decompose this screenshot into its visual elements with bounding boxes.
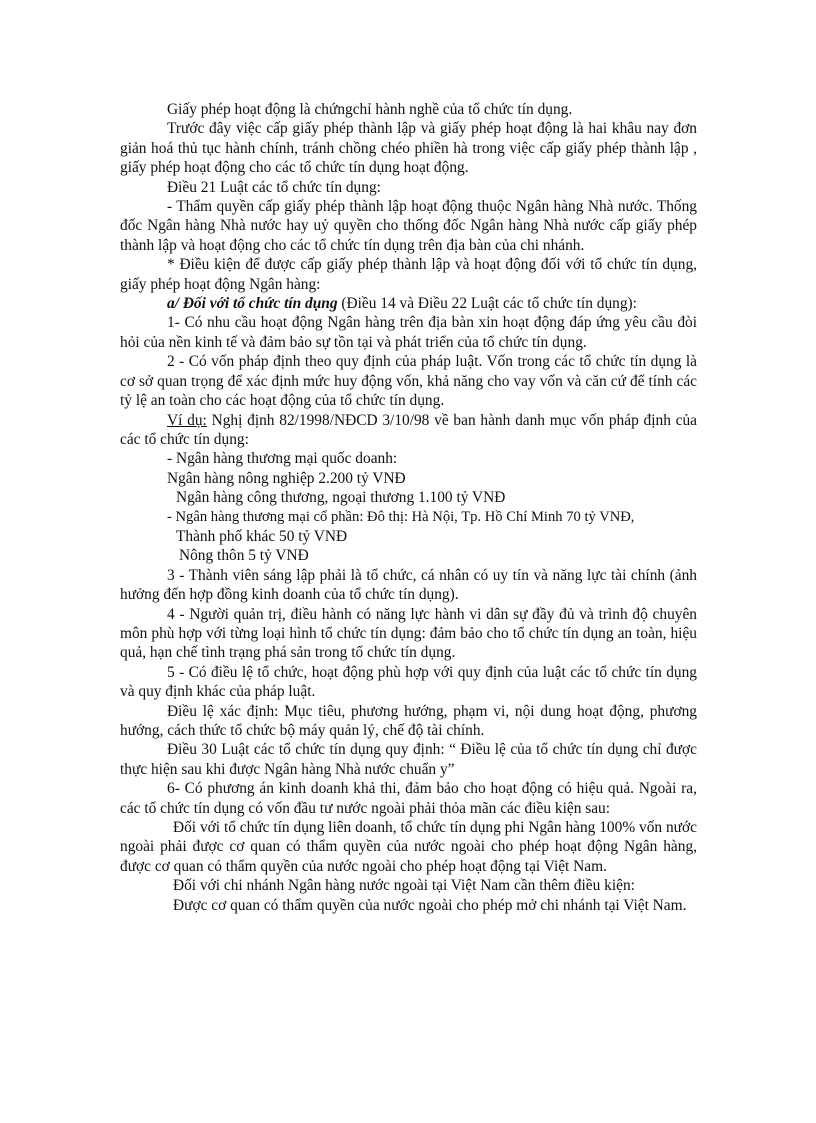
paragraph: Điều 21 Luật các tổ chức tín dụng: <box>167 178 381 196</box>
paragraph: Được cơ quan có thẩm quyền của nước ngoài cho phép mở chi nhánh tại Việt Nam. <box>173 896 687 914</box>
heading-rest-text: (Điều 14 và Điều 22 Luật các tổ chức tín dụng): <box>337 295 637 313</box>
document-page <box>120 100 697 915</box>
list-line: Ngân hàng nông nghiệp 2.200 tỷ VNĐ <box>167 469 406 487</box>
paragraph: 5 - Có điều lệ tổ chức, hoạt động phù hợp với quy định của luật các tổ chức tín dụng và quy định khác của pháp luật. <box>120 663 697 701</box>
paragraph: 4 - Người quản trị, điều hành có năng lực hành vi dân sự đầy đủ và trình độ chuyên môn phù hợp với từng loại hình tổ chức tín dụng: đảm bảo cho tổ chức tín dụng an toàn, hiệu quả, hạn chế tình trạng phá sản trong tổ chức tín dụng. <box>120 605 697 662</box>
paragraph: * Điều kiện để được cấp giấy phép thành lập và hoạt động đối với tổ chức tín dụng, giấy phép hoạt động Ngân hàng: <box>120 256 697 293</box>
example-text: Nghị định 82/1998/NĐCD 3/10/98 về ban hành danh mục vốn pháp định của các tổ chức tín dụng: <box>120 411 698 448</box>
list-line: Thành phố khác 50 tỷ VNĐ <box>176 527 348 545</box>
list-line: Nông thôn 5 tỷ VNĐ <box>179 547 309 565</box>
list-line: - Ngân hàng thương mại cổ phần: Đô thị: Hà Nội, Tp. Hồ Chí Minh 70 tỷ VNĐ, <box>167 508 635 525</box>
example-paragraph <box>120 411 697 450</box>
paragraph: Giấy phép hoạt động là chứngchỉ hành nghề của tổ chức tín dụng. <box>167 101 573 118</box>
heading-bold-text: a/ Đối với tổ chức tín dụng <box>167 295 338 313</box>
paragraph: Đối với tổ chức tín dụng liên doanh, tổ chức tín dụng phi Ngân hàng 100% vốn nước ngoài phải được cơ quan có thẩm quyền của nước ngoài cho phép hoạt động Ngân hàng, được cơ quan có thẩm quyền của nước ngoài cho phép hoạt động tại Việt Nam. <box>120 819 697 875</box>
paragraph: 6- Có phương án kinh doanh khả thi, đảm bảo cho hoạt động có hiệu quả. Ngoài ra, các tổ chức tín dụng có vốn đầu tư nước ngoài phải thỏa mãn các điều kiện sau: <box>120 780 697 817</box>
paragraph: Đối với chi nhánh Ngân hàng nước ngoài tại Việt Nam cần thêm điều kiện: <box>173 877 635 895</box>
paragraph: - Thẩm quyền cấp giấy phép thành lập hoạt động thuộc Ngân hàng Nhà nước. Thống đốc Ngân hàng Nhà nước hay uỷ quyền cho thống đốc Ngân hàng Nhà nước cấp giấy phép thành lập và hoạt động cho các tổ chức tín dụng trên địa bàn của chi nhánh. <box>120 198 697 254</box>
paragraph: 3 - Thành viên sáng lập phải là tổ chức, cá nhân có uy tín và năng lực tài chính (ảnh hưởng đến hợp đồng kinh doanh của tổ chức tín dụng). <box>120 566 697 604</box>
list-line: - Ngân hàng thương mại quốc doanh: <box>167 450 398 468</box>
list-line: Ngân hàng công thương, ngoại thương 1.100 tỷ VNĐ <box>176 489 506 507</box>
paragraph: 1- Có nhu cầu hoạt động Ngân hàng trên địa bàn xin hoạt động đáp ứng yêu cầu đòi hỏi của nền kinh tế và đảm bảo sự tồn tại và phát triển của tổ chức tín dụng. <box>120 314 697 351</box>
example-label: Ví dụ: <box>167 411 207 429</box>
paragraph: Điều 30 Luật các tổ chức tín dụng quy định: “ Điều lệ của tổ chức tín dụng chỉ được thực hiện sau khi được Ngân hàng Nhà nước chuẩn y” <box>120 741 697 778</box>
paragraph: Điều lệ xác định: Mục tiêu, phương hướng, phạm vi, nội dung hoạt động, phương hướng, cách thức tổ chức bộ máy quản lý, chế độ tài chính. <box>120 702 697 739</box>
paragraph: 2 - Có vốn pháp định theo quy định của pháp luật. Vốn trong các tổ chức tín dụng là cơ sở quan trọng để xác định mức huy động vốn, khả năng cho vay vốn và căn cứ để tính các tỷ lệ an toàn cho các hoạt động của tổ chức tín dụng. <box>120 353 697 410</box>
section-heading <box>120 294 697 313</box>
paragraph: Trước đây việc cấp giấy phép thành lập và giấy phép hoạt động là hai khâu nay đơn giản hoá thủ tục hành chính, tránh chồng chéo phiền hà trong việc cấp giấy phép thành lập , giấy phép hoạt động cho các tổ chức tín dụng hoạt động. <box>120 120 697 177</box>
